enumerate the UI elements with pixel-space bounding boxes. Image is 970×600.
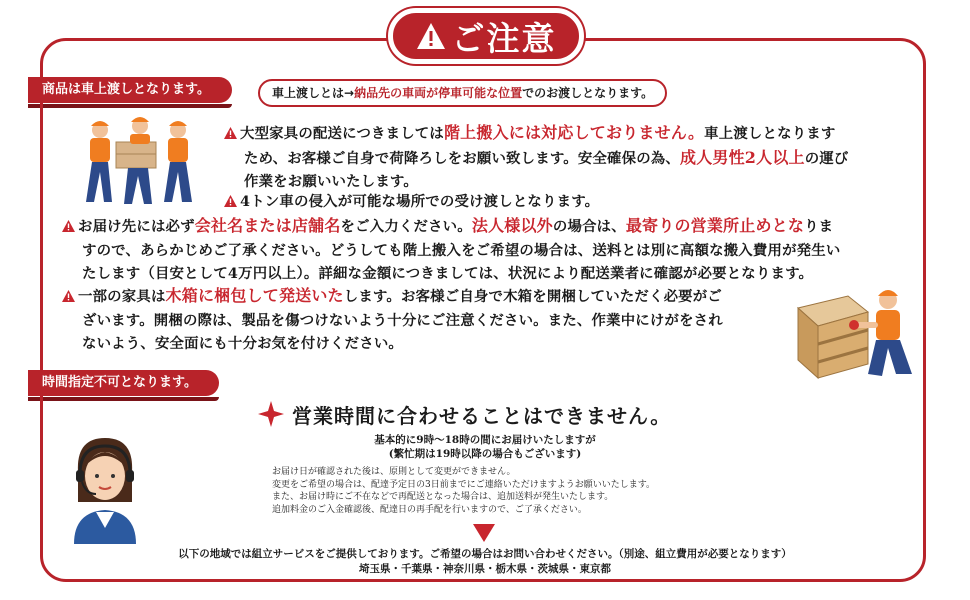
warning-icon <box>62 290 75 302</box>
paragraph-truck-access: 4トン車の侵入が可能な場所での受け渡しとなります。 <box>224 190 914 214</box>
paragraph-wooden-crate: 一部の家具は木箱に梱包して発送いたします。お客様ご自身で木箱を開梱していただく必要がご ざいます。開梱の際は、製品を傷つけないよう十分にご注意ください。また、作業中にけがをされ ないよう、安全面にも十分お気を付けください。 <box>62 284 792 356</box>
warning-icon <box>224 127 237 139</box>
page-title: ご注意 <box>451 18 557 58</box>
highlight-two-adults: 成人男性2人以上 <box>680 147 805 167</box>
time-tag: 時間指定不可となります。 <box>28 370 219 396</box>
note-suffix: でのお渡しとなります。 <box>522 86 654 100</box>
call-center-agent-illustration <box>68 432 142 544</box>
delivery-note <box>258 79 667 107</box>
workers-carrying-box-illustration <box>78 112 202 208</box>
delivery-tag: 商品は車上渡しとなります。 <box>28 77 232 103</box>
note-highlight: 納品先の車両が停車可能な位置 <box>354 86 523 100</box>
sparkle-icon <box>258 401 284 427</box>
down-triangle-icon <box>473 524 495 542</box>
warning-icon <box>62 220 75 232</box>
assembly-service-text: 以下の地域では組立サービスをご提供しております。ご希望の場合はお問い合わせください。（別途、組立費用が必要となります） <box>178 548 792 560</box>
worker-opening-crate-illustration <box>792 278 918 384</box>
paragraph-company-name: お届け先には必ず会社名または店舗名をご入力ください。法人様以外の場合は、最寄りの営業所止めとなりま すので、あらかじめご了承ください。どうしても階上搬入をご希望の場合は、送料とは別に高額な搬入費用が発生い たします（目安として4万円以上）。詳細な金額につきましては、状況により配送業者に確認が必要となります。 <box>62 214 902 286</box>
note-line: 追加料金のご入金確認後、配達日の再手配を行いますので、ご了承ください。 <box>272 504 587 515</box>
note-line: お届け日が確認された後は、原則として変更ができません。 <box>272 467 516 477</box>
note-line: また、お届け時にご不在などで再配送となった場合は、追加送料が発生いたします。 <box>272 492 614 502</box>
headline: 営業時間に合わせることはできません。 <box>258 398 718 430</box>
hours-line-2: (繁忙期は19時以降の場合もございます) <box>388 448 582 460</box>
assembly-regions: 埼玉県・千葉県・神奈川県・栃木県・茨城県・東京都 <box>359 563 611 575</box>
note-line: 変更をご希望の場合は、配達予定日の3日前までにご連絡いただけますようお願いいたします。 <box>272 479 656 490</box>
highlight-no-stairs: 階上搬入には対応しておりません。 <box>443 123 705 142</box>
note-prefix: 車上渡しとは→ <box>272 86 355 100</box>
title-badge <box>388 8 584 64</box>
warning-icon <box>224 195 237 207</box>
paragraph-stairs: 大型家具の配送につきましては階上搬入には対応しておりません。車上渡しとなります ため、お客様ご自身で荷降ろしをお願い致します。安全確保の為、成人男性2人以上の運び 作業をお願いいたします。 <box>224 121 914 194</box>
hours-line-1: 基本的に9時～18時の間にお届けいたしますが <box>374 434 596 446</box>
warning-icon <box>416 22 446 50</box>
schedule-notes <box>272 466 732 516</box>
